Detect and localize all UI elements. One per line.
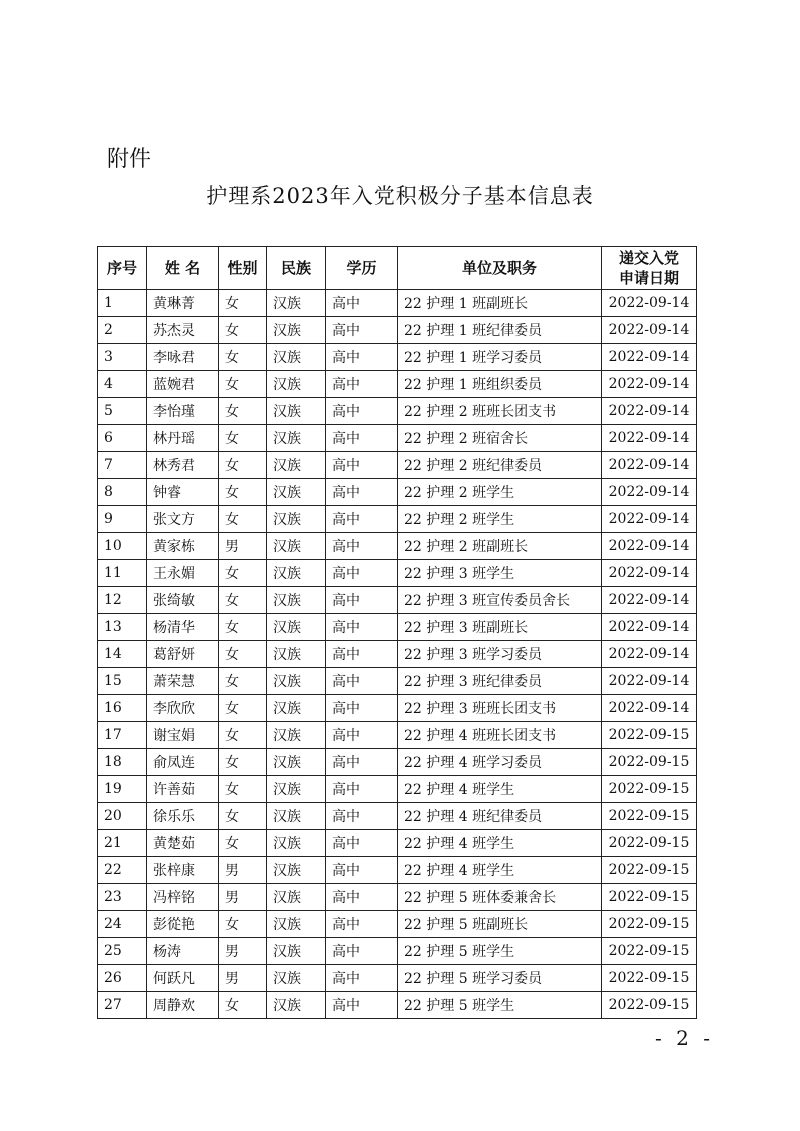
cell-unit: 22 护理 5 班学习委员 [398,965,602,992]
table-row [98,749,697,776]
cell-education: 高中 [326,587,398,614]
cell-unit: 22 护理 3 班宣传委员舍长 [398,587,602,614]
cell-education: 高中 [326,938,398,965]
cell-education: 高中 [326,749,398,776]
cell-name: 钟睿 [147,479,219,506]
cell-education: 高中 [326,317,398,344]
cell-gender: 男 [219,884,267,911]
cell-education: 高中 [326,722,398,749]
header-date [602,247,697,290]
cell-gender: 女 [219,803,267,830]
cell-unit: 22 护理 3 班班长团支书 [398,695,602,722]
cell-no: 20 [98,803,147,830]
cell-education: 高中 [326,911,398,938]
cell-gender: 女 [219,560,267,587]
table-row [98,344,697,371]
cell-no: 22 [98,857,147,884]
cell-ethnicity: 汉族 [267,317,326,344]
cell-date: 2022-09-14 [602,533,697,560]
cell-unit: 22 护理 5 班副班长 [398,911,602,938]
cell-unit: 22 护理 2 班宿舍长 [398,425,602,452]
cell-no: 23 [98,884,147,911]
cell-gender: 女 [219,506,267,533]
cell-no: 26 [98,965,147,992]
cell-name: 李欣欣 [147,695,219,722]
cell-no: 12 [98,587,147,614]
cell-name: 葛舒妍 [147,641,219,668]
cell-unit: 22 护理 1 班学习委员 [398,344,602,371]
header-name: 姓 名 [147,247,219,290]
table-row [98,479,697,506]
cell-education: 高中 [326,776,398,803]
cell-name: 杨清华 [147,614,219,641]
header-ethnicity: 民族 [267,247,326,290]
cell-ethnicity: 汉族 [267,911,326,938]
cell-gender: 女 [219,317,267,344]
cell-gender: 女 [219,614,267,641]
cell-name: 萧荣慧 [147,668,219,695]
cell-name: 张梓康 [147,857,219,884]
cell-gender: 男 [219,965,267,992]
cell-name: 何跃凡 [147,965,219,992]
cell-education: 高中 [326,641,398,668]
cell-unit: 22 护理 5 班学生 [398,992,602,1019]
cell-gender: 女 [219,749,267,776]
cell-ethnicity: 汉族 [267,857,326,884]
cell-date: 2022-09-14 [602,695,697,722]
table-row [98,587,697,614]
cell-education: 高中 [326,884,398,911]
cell-gender: 女 [219,830,267,857]
cell-education: 高中 [326,425,398,452]
cell-date: 2022-09-14 [602,398,697,425]
table-row [98,290,697,317]
cell-name: 蓝婉君 [147,371,219,398]
cell-education: 高中 [326,560,398,587]
cell-education: 高中 [326,803,398,830]
cell-ethnicity: 汉族 [267,641,326,668]
cell-date: 2022-09-15 [602,884,697,911]
cell-gender: 女 [219,641,267,668]
cell-gender: 女 [219,398,267,425]
table-row [98,398,697,425]
info-table [97,246,697,1019]
cell-no: 1 [98,290,147,317]
cell-date: 2022-09-15 [602,776,697,803]
cell-no: 9 [98,506,147,533]
header-date-line1: 递交入党 [618,249,679,267]
cell-name: 林秀君 [147,452,219,479]
cell-education: 高中 [326,452,398,479]
cell-ethnicity: 汉族 [267,965,326,992]
cell-ethnicity: 汉族 [267,614,326,641]
attachment-label: 附件 [107,147,152,172]
cell-gender: 男 [219,938,267,965]
header-education: 学历 [326,247,398,290]
cell-name: 王永媚 [147,560,219,587]
cell-gender: 女 [219,479,267,506]
cell-unit: 22 护理 2 班副班长 [398,533,602,560]
cell-education: 高中 [326,371,398,398]
cell-date: 2022-09-15 [602,803,697,830]
cell-ethnicity: 汉族 [267,992,326,1019]
cell-unit: 22 护理 3 班副班长 [398,614,602,641]
cell-no: 24 [98,911,147,938]
cell-name: 徐乐乐 [147,803,219,830]
table-row [98,884,697,911]
cell-gender: 女 [219,695,267,722]
table-row [98,857,697,884]
cell-ethnicity: 汉族 [267,884,326,911]
cell-name: 杨涛 [147,938,219,965]
header-no: 序号 [98,247,147,290]
cell-gender: 女 [219,452,267,479]
cell-no: 8 [98,479,147,506]
cell-unit: 22 护理 3 班纪律委员 [398,668,602,695]
cell-ethnicity: 汉族 [267,749,326,776]
cell-gender: 男 [219,533,267,560]
cell-gender: 女 [219,668,267,695]
cell-name: 张文方 [147,506,219,533]
cell-no: 16 [98,695,147,722]
cell-education: 高中 [326,398,398,425]
cell-date: 2022-09-14 [602,317,697,344]
cell-ethnicity: 汉族 [267,344,326,371]
cell-unit: 22 护理 4 班学生 [398,776,602,803]
table-row [98,533,697,560]
cell-education: 高中 [326,290,398,317]
cell-name: 林丹瑶 [147,425,219,452]
table-row [98,425,697,452]
cell-ethnicity: 汉族 [267,722,326,749]
cell-education: 高中 [326,506,398,533]
cell-date: 2022-09-14 [602,560,697,587]
cell-name: 谢宝娟 [147,722,219,749]
cell-name: 李咏君 [147,344,219,371]
cell-name: 李怡瑾 [147,398,219,425]
cell-date: 2022-09-15 [602,911,697,938]
cell-name: 冯梓铭 [147,884,219,911]
cell-gender: 女 [219,911,267,938]
cell-date: 2022-09-14 [602,290,697,317]
cell-ethnicity: 汉族 [267,560,326,587]
cell-date: 2022-09-15 [602,857,697,884]
cell-unit: 22 护理 2 班纪律委员 [398,452,602,479]
cell-ethnicity: 汉族 [267,587,326,614]
cell-name: 许善茹 [147,776,219,803]
cell-education: 高中 [326,533,398,560]
table-row [98,938,697,965]
cell-unit: 22 护理 4 班学习委员 [398,749,602,776]
cell-unit: 22 护理 4 班学生 [398,857,602,884]
cell-gender: 女 [219,425,267,452]
cell-unit: 22 护理 4 班学生 [398,830,602,857]
cell-name: 彭從艳 [147,911,219,938]
cell-name: 周静欢 [147,992,219,1019]
cell-ethnicity: 汉族 [267,695,326,722]
cell-no: 19 [98,776,147,803]
cell-no: 13 [98,614,147,641]
cell-no: 3 [98,344,147,371]
cell-name: 黄楚茹 [147,830,219,857]
cell-unit: 22 护理 2 班班长团支书 [398,398,602,425]
table-row [98,317,697,344]
cell-date: 2022-09-15 [602,992,697,1019]
cell-no: 10 [98,533,147,560]
cell-no: 25 [98,938,147,965]
cell-unit: 22 护理 1 班副班长 [398,290,602,317]
cell-ethnicity: 汉族 [267,776,326,803]
cell-ethnicity: 汉族 [267,830,326,857]
cell-unit: 22 护理 1 班组织委员 [398,371,602,398]
cell-gender: 女 [219,587,267,614]
table-row [98,776,697,803]
cell-ethnicity: 汉族 [267,506,326,533]
table-row [98,695,697,722]
header-gender: 性别 [219,247,267,290]
cell-no: 11 [98,560,147,587]
cell-no: 7 [98,452,147,479]
cell-date: 2022-09-14 [602,344,697,371]
cell-education: 高中 [326,857,398,884]
table-row [98,371,697,398]
cell-no: 15 [98,668,147,695]
cell-date: 2022-09-15 [602,749,697,776]
cell-date: 2022-09-15 [602,965,697,992]
cell-name: 俞凤连 [147,749,219,776]
table-row [98,965,697,992]
cell-education: 高中 [326,965,398,992]
cell-gender: 男 [219,857,267,884]
cell-unit: 22 护理 3 班学生 [398,560,602,587]
page-number: - 2 - [655,1026,714,1050]
table-header-row [98,247,697,290]
cell-no: 18 [98,749,147,776]
cell-unit: 22 护理 4 班班长团支书 [398,722,602,749]
table-row [98,911,697,938]
table-row [98,992,697,1019]
cell-gender: 女 [219,290,267,317]
page-title: 护理系2023年入党积极分子基本信息表 [206,184,594,208]
table-row [98,506,697,533]
cell-date: 2022-09-14 [602,479,697,506]
table-row [98,803,697,830]
cell-ethnicity: 汉族 [267,668,326,695]
cell-education: 高中 [326,695,398,722]
cell-ethnicity: 汉族 [267,425,326,452]
cell-date: 2022-09-15 [602,938,697,965]
cell-unit: 22 护理 3 班学习委员 [398,641,602,668]
cell-date: 2022-09-14 [602,587,697,614]
table-row [98,641,697,668]
cell-date: 2022-09-15 [602,830,697,857]
cell-ethnicity: 汉族 [267,452,326,479]
cell-ethnicity: 汉族 [267,371,326,398]
cell-unit: 22 护理 1 班纪律委员 [398,317,602,344]
cell-education: 高中 [326,479,398,506]
cell-no: 5 [98,398,147,425]
cell-gender: 女 [219,722,267,749]
cell-education: 高中 [326,344,398,371]
cell-date: 2022-09-14 [602,452,697,479]
header-date-line2: 申请日期 [618,269,679,287]
cell-name: 张绮敏 [147,587,219,614]
cell-education: 高中 [326,992,398,1019]
cell-ethnicity: 汉族 [267,479,326,506]
cell-unit: 22 护理 2 班学生 [398,479,602,506]
table-row [98,614,697,641]
cell-date: 2022-09-14 [602,371,697,398]
cell-ethnicity: 汉族 [267,803,326,830]
cell-ethnicity: 汉族 [267,533,326,560]
table-row [98,560,697,587]
header-unit: 单位及职务 [398,247,602,290]
cell-unit: 22 护理 5 班体委兼舍长 [398,884,602,911]
cell-no: 21 [98,830,147,857]
cell-no: 4 [98,371,147,398]
cell-unit: 22 护理 2 班学生 [398,506,602,533]
cell-education: 高中 [326,668,398,695]
cell-name: 苏杰灵 [147,317,219,344]
cell-ethnicity: 汉族 [267,938,326,965]
cell-date: 2022-09-14 [602,614,697,641]
cell-date: 2022-09-14 [602,506,697,533]
cell-no: 17 [98,722,147,749]
table-row [98,722,697,749]
cell-no: 14 [98,641,147,668]
cell-education: 高中 [326,830,398,857]
cell-gender: 女 [219,992,267,1019]
cell-unit: 22 护理 5 班学生 [398,938,602,965]
cell-date: 2022-09-14 [602,425,697,452]
table-row [98,668,697,695]
cell-no: 2 [98,317,147,344]
cell-date: 2022-09-15 [602,722,697,749]
cell-unit: 22 护理 4 班纪律委员 [398,803,602,830]
cell-ethnicity: 汉族 [267,290,326,317]
cell-education: 高中 [326,614,398,641]
table-row [98,830,697,857]
cell-date: 2022-09-14 [602,668,697,695]
cell-no: 27 [98,992,147,1019]
cell-ethnicity: 汉族 [267,398,326,425]
cell-gender: 女 [219,776,267,803]
cell-gender: 女 [219,371,267,398]
cell-date: 2022-09-14 [602,641,697,668]
cell-no: 6 [98,425,147,452]
cell-name: 黄琳菁 [147,290,219,317]
cell-gender: 女 [219,344,267,371]
table-row [98,452,697,479]
cell-name: 黄家栋 [147,533,219,560]
